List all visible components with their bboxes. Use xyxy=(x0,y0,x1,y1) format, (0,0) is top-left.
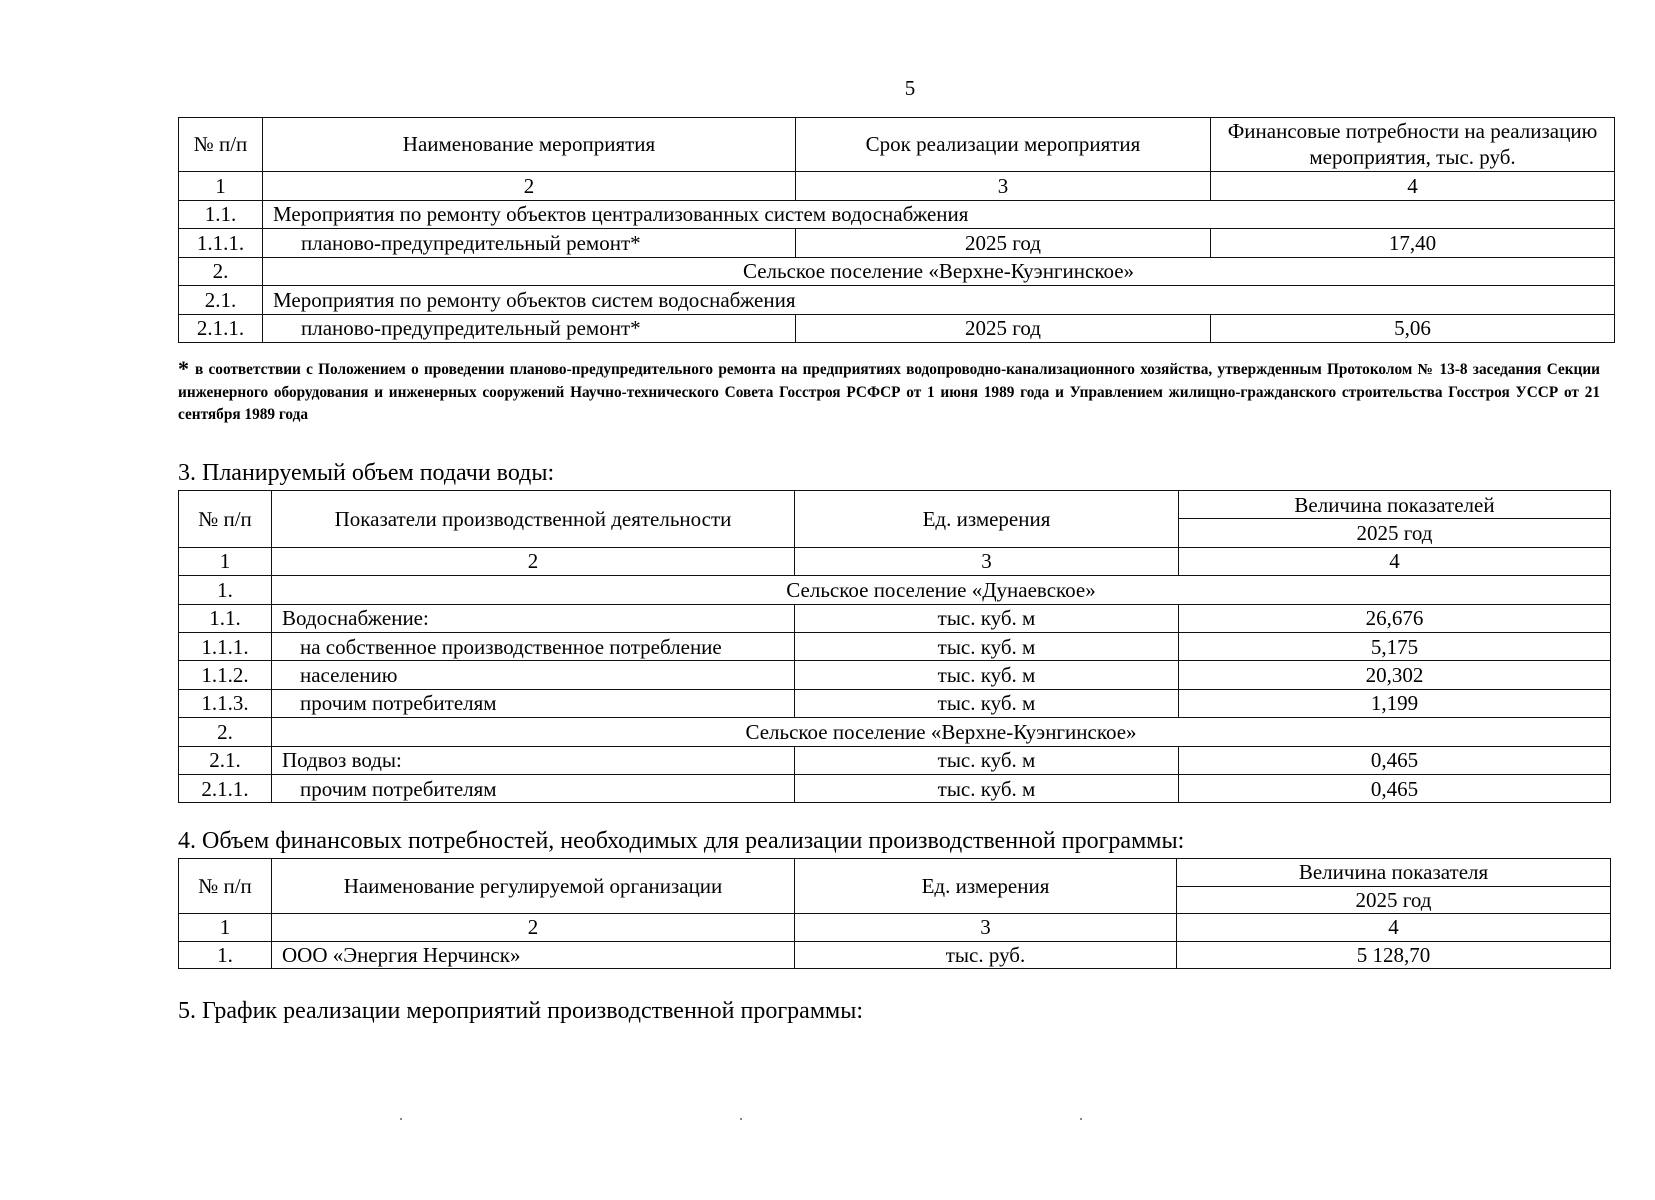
column-number: 1 xyxy=(179,172,263,201)
activity-name: планово-предупредительный ремонт* xyxy=(263,314,796,343)
indicator-value: 5,175 xyxy=(1179,632,1611,660)
column-number: 2 xyxy=(272,547,795,575)
row-number: 2.1.1. xyxy=(179,314,263,343)
header-cell: Финансовые потребности на реализацию мероприятия, тыс. руб. xyxy=(1211,118,1615,172)
header-cell: Ед. измерения xyxy=(795,491,1179,548)
table-row xyxy=(179,576,1611,604)
row-number: 1.1. xyxy=(179,604,272,632)
activity-amount: 17,40 xyxy=(1211,229,1615,258)
row-number: 1.1.1. xyxy=(179,229,263,258)
column-number-row xyxy=(179,172,1615,201)
indicator-value: 1,199 xyxy=(1179,689,1611,717)
header-cell: Величина показателей xyxy=(1179,491,1611,519)
row-heading: Мероприятия по ремонту объектов централизованных систем водоснабжения xyxy=(263,200,1615,229)
organization-name: ООО «Энергия Нерчинск» xyxy=(272,941,795,969)
section-5-title: 5. График реализации мероприятий производственной программы: xyxy=(178,998,863,1024)
row-number: 2. xyxy=(179,257,263,286)
table-header-row xyxy=(179,491,1611,519)
indicator-value: 0,465 xyxy=(1179,774,1611,802)
water-supply-table xyxy=(178,490,1611,803)
row-number: 2. xyxy=(179,718,272,746)
footnote-text: в соответствии с Положением о проведении планово-предупредительного ремонта на предприятиях водопроводно-канализационного хозяйства, утвержденным Протоколом № 13-8 заседания Секции инженерного оборудования и инженерных сооружений Научно-технического Совета Госстроя РСФСР от 1 июня 1989 года и Управлением жилищно-гражданского строительства Госстроя УССР от 21 сентября 1989 года xyxy=(178,361,1600,423)
table-row xyxy=(179,257,1615,286)
header-year: 2025 год xyxy=(1177,886,1611,914)
indicator-name: населению xyxy=(272,661,795,689)
table-row xyxy=(179,286,1615,315)
header-year: 2025 год xyxy=(1179,519,1611,547)
indicator-unit: тыс. куб. м xyxy=(795,689,1179,717)
table-row xyxy=(179,661,1611,689)
column-number: 1 xyxy=(179,547,272,575)
table-row xyxy=(179,229,1615,258)
activity-term: 2025 год xyxy=(796,229,1211,258)
settlement-heading: Сельское поселение «Дунаевское» xyxy=(272,576,1611,604)
scan-speck xyxy=(400,1118,402,1120)
row-number: 1. xyxy=(179,941,272,969)
table-row xyxy=(179,200,1615,229)
indicator-unit: тыс. куб. м xyxy=(795,746,1179,774)
header-cell: Ед. измерения xyxy=(795,859,1177,914)
section-4-title: 4. Объем финансовых потребностей, необходимых для реализации производственной программы: xyxy=(178,828,1185,854)
row-number: 1.1.1. xyxy=(179,632,272,660)
column-number: 4 xyxy=(1179,547,1611,575)
column-number: 3 xyxy=(796,172,1211,201)
indicator-name: на собственное производственное потребление xyxy=(272,632,795,660)
column-number: 1 xyxy=(179,914,272,942)
column-number: 4 xyxy=(1177,914,1611,942)
activities-table xyxy=(178,117,1615,343)
indicator-value: 20,302 xyxy=(1179,661,1611,689)
table-row xyxy=(179,632,1611,660)
table-row xyxy=(179,718,1611,746)
indicator-value: 26,676 xyxy=(1179,604,1611,632)
table-row xyxy=(179,314,1615,343)
row-number: 2.1.1. xyxy=(179,774,272,802)
activity-name: планово-предупредительный ремонт* xyxy=(263,229,796,258)
indicator-unit: тыс. куб. м xyxy=(795,661,1179,689)
indicator-unit: тыс. куб. м xyxy=(795,632,1179,660)
row-number: 1. xyxy=(179,576,272,604)
indicator-name: Водоснабжение: xyxy=(272,604,795,632)
column-number: 2 xyxy=(272,914,795,942)
activity-term: 2025 год xyxy=(796,314,1211,343)
table-header-row xyxy=(179,118,1615,172)
indicator-value: 0,465 xyxy=(1179,746,1611,774)
header-cell: Срок реализации мероприятия xyxy=(796,118,1211,172)
header-cell: № п/п xyxy=(179,118,263,172)
scan-speck xyxy=(1080,1118,1082,1120)
indicator-value: 5 128,70 xyxy=(1177,941,1611,969)
table-row xyxy=(179,689,1611,717)
footnote xyxy=(178,358,1600,427)
column-number-row xyxy=(179,914,1611,942)
indicator-unit: тыс. руб. xyxy=(795,941,1177,969)
table-row xyxy=(179,774,1611,802)
activity-amount: 5,06 xyxy=(1211,314,1615,343)
indicator-unit: тыс. куб. м xyxy=(795,774,1179,802)
row-number: 2.1. xyxy=(179,286,263,315)
financial-needs-table xyxy=(178,858,1611,969)
page-number: 5 xyxy=(904,76,916,100)
column-number: 3 xyxy=(795,547,1179,575)
header-cell: Величина показателя xyxy=(1177,859,1611,887)
column-number-row xyxy=(179,547,1611,575)
row-number: 1.1.3. xyxy=(179,689,272,717)
settlement-heading: Сельское поселение «Верхне-Куэнгинское» xyxy=(263,257,1615,286)
table-row xyxy=(179,941,1611,969)
table-header-row xyxy=(179,859,1611,887)
header-cell: № п/п xyxy=(179,491,272,548)
column-number: 3 xyxy=(795,914,1177,942)
scan-speck xyxy=(740,1118,742,1120)
section-3-title: 3. Планируемый объем подачи воды: xyxy=(178,460,555,486)
row-number: 1.1. xyxy=(179,200,263,229)
header-cell: Наименование регулируемой организации xyxy=(272,859,795,914)
table-row xyxy=(179,746,1611,774)
footnote-star: * xyxy=(178,356,189,381)
indicator-name: Подвоз воды: xyxy=(272,746,795,774)
header-cell: Показатели производственной деятельности xyxy=(272,491,795,548)
table-row xyxy=(179,604,1611,632)
indicator-name: прочим потребителям xyxy=(272,774,795,802)
indicator-unit: тыс. куб. м xyxy=(795,604,1179,632)
row-number: 1.1.2. xyxy=(179,661,272,689)
row-heading: Мероприятия по ремонту объектов систем водоснабжения xyxy=(263,286,1615,315)
header-cell: Наименование мероприятия xyxy=(263,118,796,172)
indicator-name: прочим потребителям xyxy=(272,689,795,717)
row-number: 2.1. xyxy=(179,746,272,774)
header-cell: № п/п xyxy=(179,859,272,914)
column-number: 2 xyxy=(263,172,796,201)
settlement-heading: Сельское поселение «Верхне-Куэнгинское» xyxy=(272,718,1611,746)
column-number: 4 xyxy=(1211,172,1615,201)
